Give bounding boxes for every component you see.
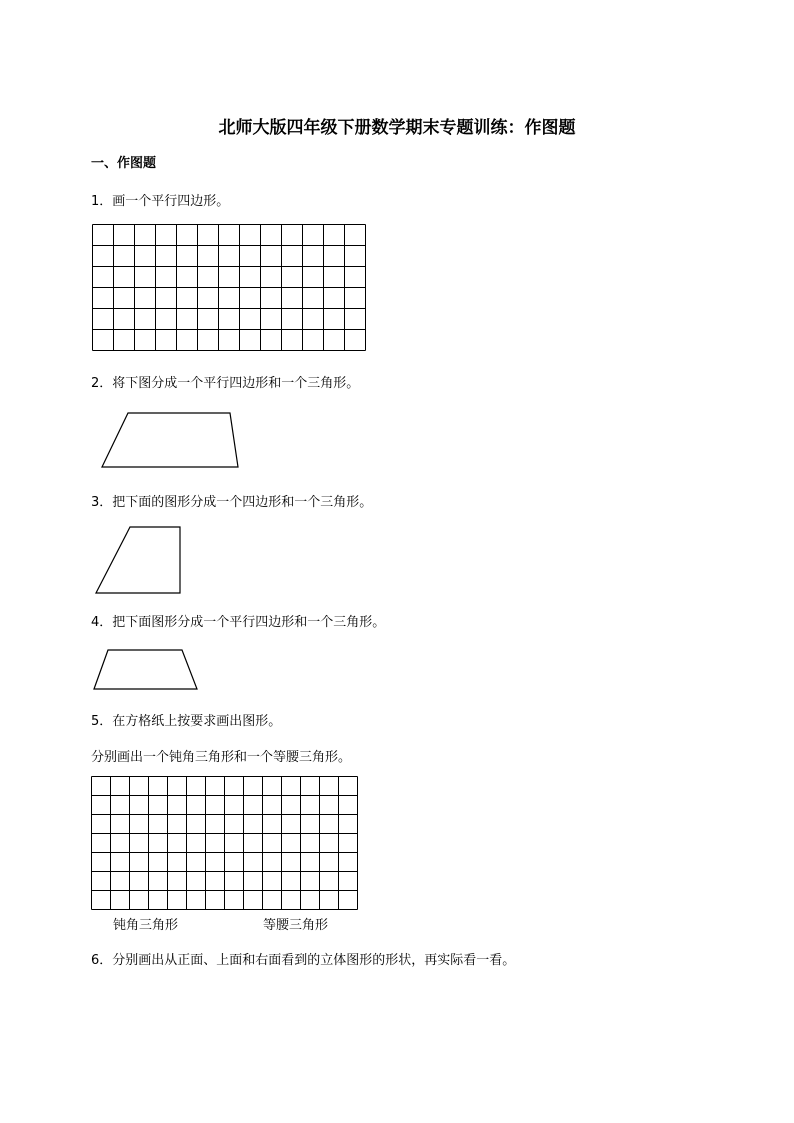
grid-q5 [91, 776, 358, 910]
question-1-text: 1．画一个平行四边形。 [91, 194, 230, 209]
page-title: 北师大版四年级下册数学期末专题训练：作图题 [218, 118, 576, 138]
question-5-instruction: 分别画出一个钝角三角形和一个等腰三角形。 [91, 750, 352, 765]
trapezoid-q4 [88, 642, 208, 697]
question-4-text: 4．把下面图形分成一个平行四边形和一个三角形。 [91, 615, 386, 630]
label-isosceles-triangle: 等腰三角形 [263, 918, 329, 933]
label-obtuse-triangle: 钝角三角形 [113, 918, 179, 933]
question-5-text: 5．在方格纸上按要求画出图形。 [91, 714, 282, 729]
question-2-text: 2．将下图分成一个平行四边形和一个三角形。 [91, 376, 360, 391]
question-3-text: 3．把下面的图形分成一个四边形和一个三角形。 [91, 495, 373, 510]
grid-q1 [92, 224, 366, 354]
question-6-text: 6．分别画出从正面、上面和右面看到的立体图形的形状，再实际看一看。 [91, 953, 516, 968]
section-heading: 一、作图题 [91, 156, 157, 171]
trapezoid-q3 [90, 520, 190, 600]
trapezoid-q2 [95, 405, 245, 475]
